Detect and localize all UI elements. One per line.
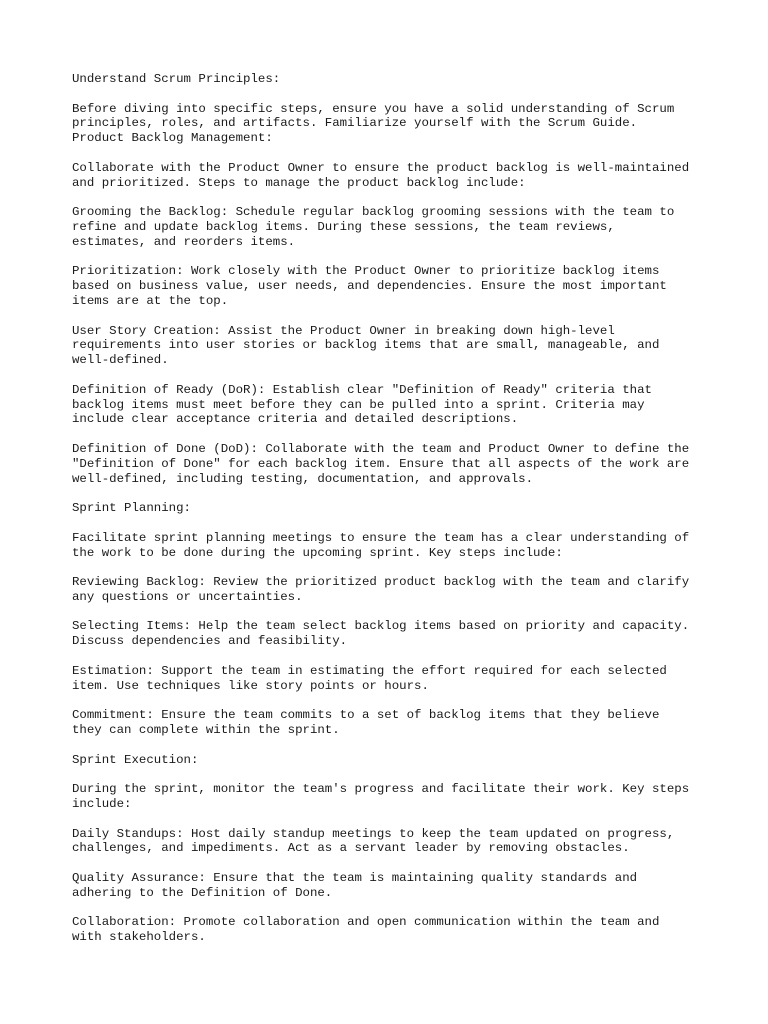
paragraph: [72, 383, 712, 427]
text-line: Definition of Ready (DoR): Establish clear "Definition of Ready" criteria that: [72, 382, 652, 397]
text-line: Quality Assurance: Ensure that the team is maintaining quality standards and: [72, 871, 638, 886]
text-line: User Story Creation: Assist the Product Owner in breaking down high-level: [72, 323, 615, 338]
paragraph: [72, 575, 712, 605]
paragraph: [72, 753, 712, 768]
text-line: based on business value, user needs, and dependencies. Ensure the most important: [72, 279, 667, 294]
text-line: Commitment: Ensure the team commits to a set of backlog items that they believe: [72, 708, 660, 723]
text-line: requirements into user stories or backlog items that are small, manageable, and: [72, 338, 660, 353]
paragraph: [72, 827, 712, 857]
paragraph: [72, 161, 712, 191]
text-line: During the sprint, monitor the team's progress and facilitate their work. Key steps: [72, 782, 690, 797]
text-line: any questions or uncertainties.: [72, 589, 303, 604]
text-line: Understand Scrum Principles:: [72, 72, 281, 86]
text-line: challenges, and impediments. Act as a servant leader by removing obstacles.: [72, 841, 630, 856]
text-line: principles, roles, and artifacts. Familiarize yourself with the Scrum Guide.: [72, 116, 638, 131]
text-line: Grooming the Backlog: Schedule regular backlog grooming sessions with the team to: [72, 205, 675, 220]
paragraph: [72, 442, 712, 486]
text-line: Selecting Items: Help the team select backlog items based on priority and capacity.: [72, 619, 690, 634]
text-line: include:: [72, 797, 132, 812]
text-line: Sprint Planning:: [72, 501, 191, 516]
text-line: "Definition of Done" for each backlog item. Ensure that all aspects of the work are: [72, 456, 690, 471]
paragraph: [72, 324, 712, 368]
text-line: the work to be done during the upcoming sprint. Key steps include:: [72, 545, 563, 560]
paragraph: [72, 708, 712, 738]
text-line: backlog items must meet before they can be pulled into a sprint. Criteria may: [72, 397, 645, 412]
text-line: Discuss dependencies and feasibility.: [72, 634, 348, 649]
text-line: Prioritization: Work closely with the Product Owner to prioritize backlog items: [72, 264, 660, 279]
paragraph: [72, 531, 712, 561]
text-line: include clear acceptance criteria and detailed descriptions.: [72, 412, 519, 427]
paragraph: [72, 782, 712, 812]
text-line: they can complete within the sprint.: [72, 723, 340, 738]
text-line: Sprint Execution:: [72, 752, 199, 767]
paragraph: [72, 501, 712, 516]
paragraph: [72, 619, 712, 649]
text-line: Before diving into specific steps, ensure you have a solid understanding of Scrum: [72, 101, 675, 116]
paragraph: [72, 102, 712, 146]
text-line: Daily Standups: Host daily standup meetings to keep the team updated on progress,: [72, 826, 675, 841]
text-line: refine and update backlog items. During these sessions, the team reviews,: [72, 219, 615, 234]
text-line: with stakeholders.: [72, 930, 206, 945]
text-line: Collaboration: Promote collaboration and open communication within the team and: [72, 915, 660, 930]
paragraph: [72, 205, 712, 249]
text-line: estimates, and reorders items.: [72, 234, 296, 249]
text-line: Reviewing Backlog: Review the prioritized product backlog with the team and clarify: [72, 575, 690, 590]
text-line: items are at the top.: [72, 293, 229, 308]
text-line: Definition of Done (DoD): Collaborate with the team and Product Owner to define the: [72, 441, 690, 456]
text-line: item. Use techniques like story points or hours.: [72, 678, 429, 693]
paragraph: [72, 871, 712, 901]
paragraph: [72, 915, 712, 945]
text-line: Collaborate with the Product Owner to ensure the product backlog is well-maintained: [72, 160, 690, 175]
document-body: [72, 72, 712, 945]
text-line: well-defined.: [72, 353, 169, 368]
text-line: adhering to the Definition of Done.: [72, 885, 333, 900]
paragraph: [72, 264, 712, 308]
text-line: Product Backlog Management:: [72, 131, 273, 146]
text-line: well-defined, including testing, documentation, and approvals.: [72, 471, 534, 486]
text-line: Estimation: Support the team in estimating the effort required for each selected: [72, 663, 667, 678]
text-line: and prioritized. Steps to manage the product backlog include:: [72, 175, 526, 190]
text-line: Facilitate sprint planning meetings to ensure the team has a clear understanding of: [72, 530, 690, 545]
paragraph: [72, 72, 712, 87]
paragraph: [72, 664, 712, 694]
